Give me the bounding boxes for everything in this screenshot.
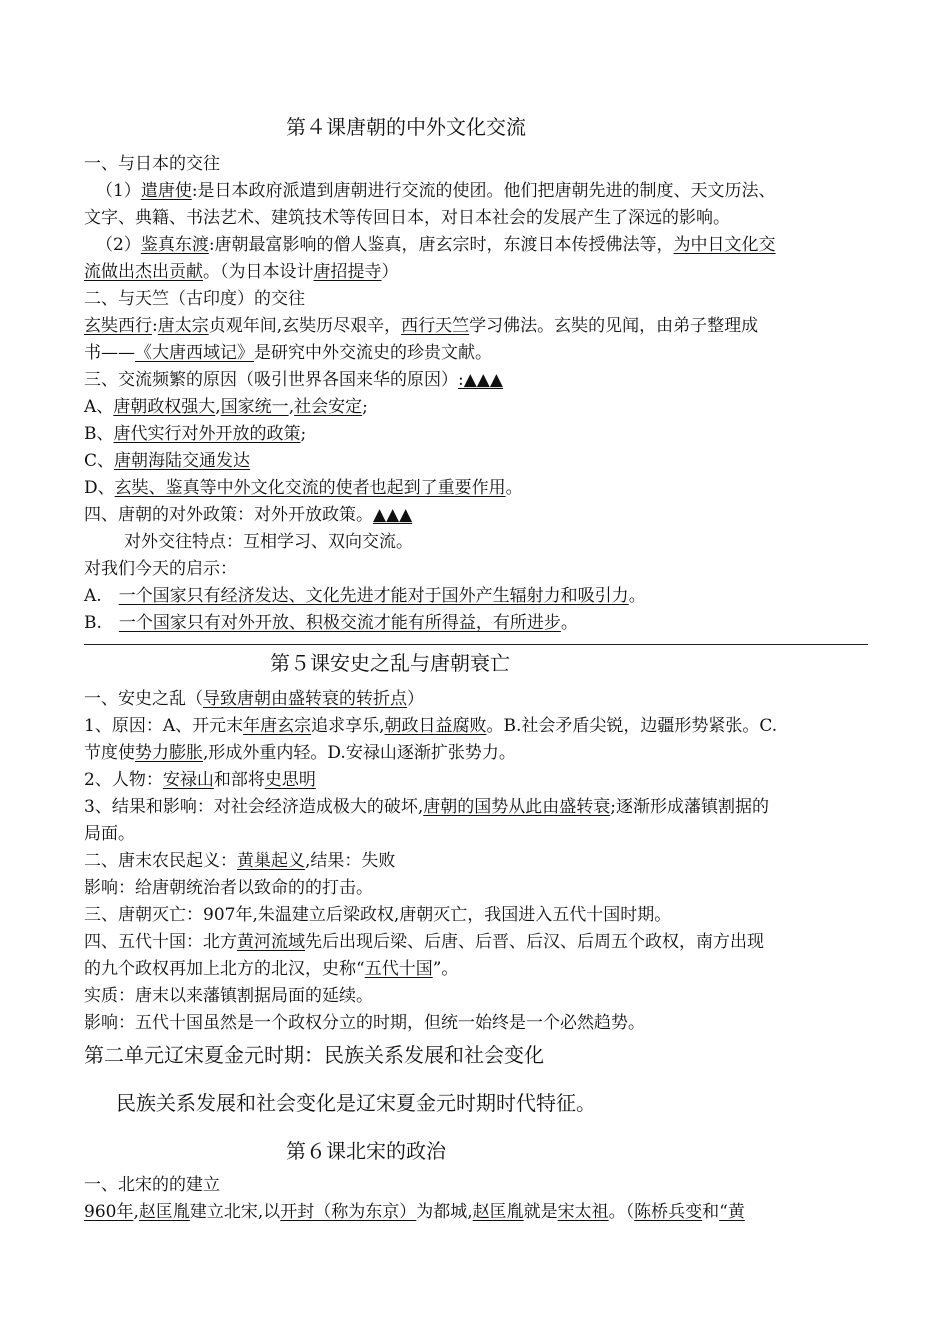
lesson4-reason-a: A、唐朝政权强大,国家统一,社会安定; <box>84 397 368 417</box>
lesson4-section1-heading: 一、与日本的交往 <box>84 154 220 174</box>
lesson5-cause-line2: 节度使势力膨胀,形成外重内轻。D.安禄山逐渐扩张势力。 <box>84 743 516 763</box>
lesson5-section4-line2: 的九个政权再加上北方的北汉，史称“五代十国”。 <box>84 959 459 979</box>
lesson4-para1-line2: 文字、典籍、书法艺术、建筑技术等传回日本，对日本社会的发展产生了深远的影响。 <box>84 208 730 228</box>
lesson4-section3-heading: 三、交流频繁的原因（吸引世界各国来华的原因）:▲▲▲ <box>84 370 503 390</box>
section-divider <box>84 644 868 645</box>
lesson6-title: 第６课北宋的政治 <box>286 1139 446 1163</box>
lesson4-para3-line1: 玄奘西行:唐太宗贞观年间,玄奘历尽艰辛，西行天竺学习佛法。玄奘的见闻，由弟子整理成 <box>84 316 759 336</box>
lesson5-section4-line1: 四、五代十国：北方黄河流域先后出现后梁、后唐、后晋、后汉、后周五个政权，南方出现 <box>84 932 764 952</box>
lesson4-para1-line1: （1）遣唐使:是日本政府派遣到唐朝进行交流的使团。他们把唐朝先进的制度、天文历法、 <box>96 181 776 201</box>
lesson4-section2-heading: 二、与天竺（古印度）的交往 <box>84 289 305 309</box>
lesson4-section4-heading: 四、唐朝的对外政策：对外开放政策。▲▲▲ <box>84 505 413 525</box>
lesson4-para3-line2: 书——《大唐西域记》是研究中外交流史的珍贵文献。 <box>84 343 492 363</box>
lesson5-result-line1: 3、结果和影响：对社会经济造成极大的破坏,唐朝的国势从此由盛转衰;逐渐形成藩镇割据的 <box>84 797 769 817</box>
lesson4-reason-d: D、玄奘、鉴真等中外文化交流的使者也起到了重要作用。 <box>84 478 523 498</box>
lesson5-figures: 2、人物：安禄山和部将史思明 <box>84 770 316 790</box>
lesson6-section1-heading: 一、北宋的的建立 <box>84 1175 220 1195</box>
lesson4-features: 对外交往特点：互相学习、双向交流。 <box>124 532 413 552</box>
unit2-feature: 民族关系发展和社会变化是辽宋夏金元时期时代特征。 <box>116 1091 596 1115</box>
lesson4-reason-c: C、唐朝海陆交通发达 <box>84 451 251 471</box>
lesson4-para2-line2: 流做出杰出贡献。（为日本设计唐招提寺） <box>84 262 399 282</box>
lesson5-cause-line1: 1、原因：A、开元末年唐玄宗追求享乐,朝政日益腐败。B.社会矛盾尖锐，边疆形势紧张。C. <box>84 716 778 736</box>
lesson4-para2-line1: （2）鉴真东渡:唐朝最富影响的僧人鉴真，唐玄宗时，东渡日本传授佛法等，为中日文化交 <box>96 235 776 255</box>
unit2-title: 第二单元辽宋夏金元时期：民族关系发展和社会变化 <box>84 1043 544 1067</box>
lesson5-uprising-influence: 影响：给唐朝统治者以致命的的打击。 <box>84 878 373 898</box>
lesson5-result-line2: 局面。 <box>84 824 135 844</box>
lesson4-reason-b: B、唐代实行对外开放的政策; <box>84 424 307 444</box>
lesson5-influence: 影响：五代十国虽然是一个政权分立的时期，但统一始终是一个必然趋势。 <box>84 1013 645 1033</box>
lesson4-inspiration-heading: 对我们今天的启示： <box>84 559 237 579</box>
lesson5-title: 第５课安史之乱与唐朝衰亡 <box>270 651 510 675</box>
lesson5-section2-heading: 二、唐末农民起义：黄巢起义,结果：失败 <box>84 851 396 871</box>
lesson5-section3: 三、唐朝灭亡：907年,朱温建立后梁政权,唐朝灭亡，我国进入五代十国时期。 <box>84 905 672 925</box>
lesson6-founding-line: 960年,赵匡胤建立北宋,以开封（称为东京）为都城,赵匡胤就是宋太祖。（陈桥兵变和“黄 <box>84 1202 745 1222</box>
lesson4-inspiration-a: A. 一个国家只有经济发达、文化先进才能对于国外产生辐射力和吸引力。 <box>84 586 646 606</box>
lesson5-essence: 实质：唐末以来藩镇割据局面的延续。 <box>84 986 373 1006</box>
lesson4-title: 第４课唐朝的中外文化交流 <box>286 115 526 139</box>
lesson5-section1-heading: 一、安史之乱（导致唐朝由盛转衰的转折点） <box>84 689 424 709</box>
lesson4-inspiration-b: B. 一个国家只有对外开放、积极交流才能有所得益，有所进步。 <box>84 613 578 633</box>
